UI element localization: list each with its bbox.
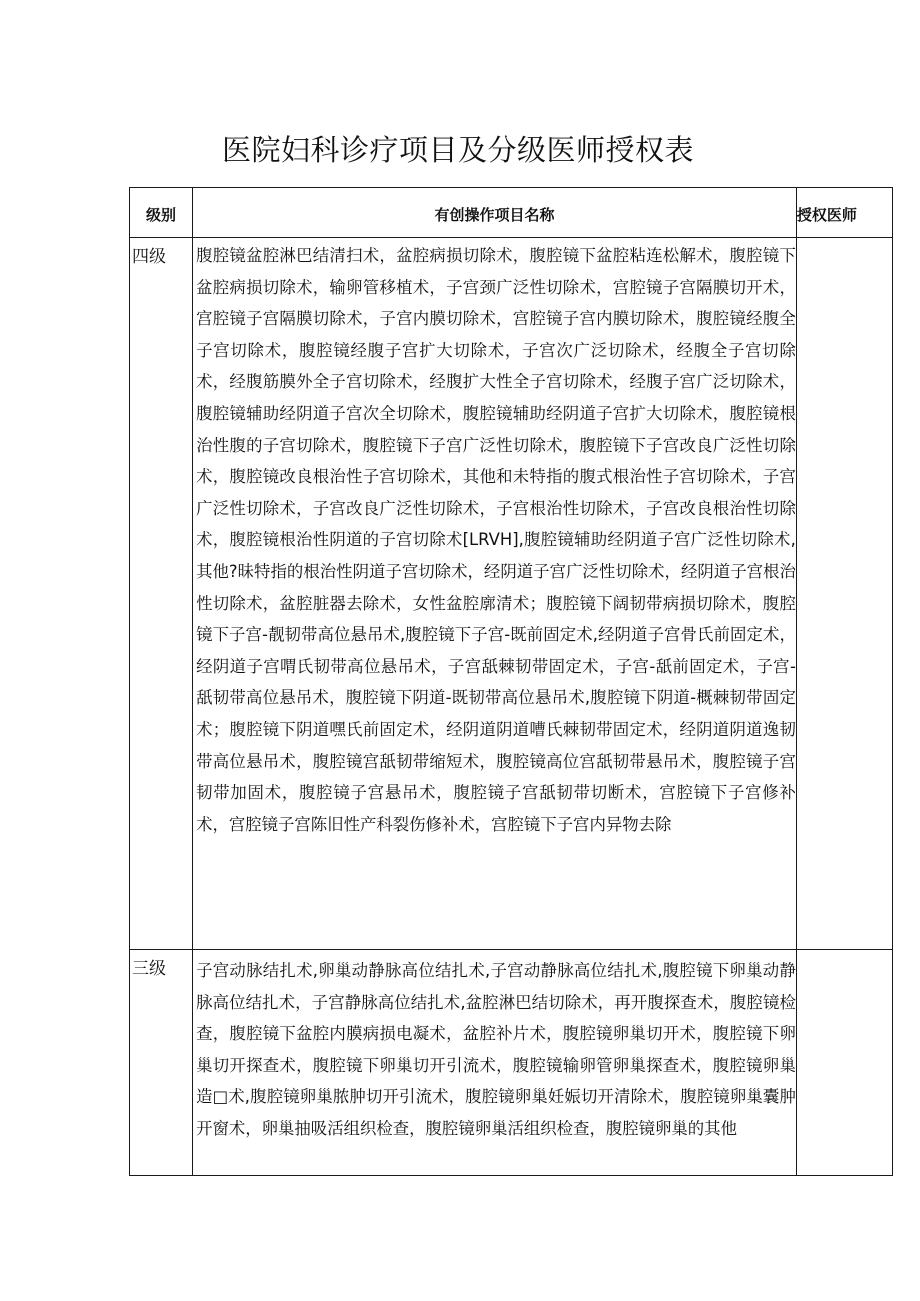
authorized-doctor-cell — [796, 238, 892, 950]
header-procedure-name: 有创操作项目名称 — [193, 188, 797, 238]
header-authorized-doctor: 授权医师 — [796, 188, 892, 238]
level-cell: 四级 — [130, 238, 193, 950]
level-cell: 三级 — [130, 950, 193, 1176]
table-header-row — [130, 188, 893, 238]
authorization-table — [129, 187, 893, 1176]
authorized-doctor-cell — [796, 950, 892, 1176]
procedure-list-cell: 腹腔镜盆腔淋巴结清扫术，盆腔病损切除术，腹腔镜下盆腔粘连松解术，腹腔镜下盆腔病损切除术，输卵管移植术，子宫颈广泛性切除术，宫腔镜子宫隔膜切开术，宫腔镜子宫隔膜切除术，子宫内膜切除术，宫腔镜子宫内膜切除术，腹腔镜经腹全子宫切除术，腹腔镜经腹子宫扩大切除术，子宫次广泛切除术，经腹全子宫切除术，经腹筋膜外全子宫切除术，经腹扩大性全子宫切除术，经腹子宫广泛切除术，腹腔镜辅助经阴道子宫次全切除术，腹腔镜辅助经阴道子宫扩大切除术，腹腔镜根治性腹的子宫切除术，腹腔镜下子宫广泛性切除术，腹腔镜下子宫改良广泛性切除术，腹腔镜改良根治性子宫切除术，其他和未特指的腹式根治性子宫切除术，子宫广泛性切除术，子宫改良广泛性切除术，子宫根治性切除术，子宫改良根治性切除术，腹腔镜根治性阴道的子宫切除术[LRVH],腹腔镜辅助经阴道子宫广泛性切除术,其他?昧特指的根治性阴道子宫切除术，经阴道子宫广泛性切除术，经阴道子宫根治性切除术，盆腔脏器去除术，女性盆腔廓清术；腹腔镜下阔韧带病损切除术，腹腔镜下子宫-靓韧带高位悬吊术,腹腔镜下子宫-既前固定术,经阴道子宫骨氏前固定术，经阴道子宫喟氏韧带高位悬吊术，子宫舐棘韧带固定术，子宫-舐前固定术，子宫-舐韧带高位悬吊术，腹腔镜下阴道-既韧带高位悬吊术,腹腔镜下阴道-概棘韧带固定术；腹腔镜下阴道嘿氏前固定术，经阴道阴道嘈氏棘韧带固定术，经阴道阴道逸韧带高位悬吊术，腹腔镜宫舐韧带缩短术，腹腔镜高位宫舐韧带悬吊术，腹腔镜子宫韧带加固术，腹腔镜子宫悬吊术，腹腔镜子宫舐韧带切断术，宫腔镜下子宫修补术，宫腔镜子宫陈旧性产科裂伤修补术，宫腔镜下子宫内异物去除 — [193, 238, 797, 950]
header-level: 级别 — [130, 188, 193, 238]
table-row — [130, 238, 893, 950]
page-title: 医院妇科诊疗项目及分级医师授权表 — [222, 133, 695, 167]
procedure-list-cell: 子宫动脉结扎术,卵巢动静脉高位结扎术,子宫动静脉高位结扎术,腹腔镜下卵巢动静脉高位结扎术，子宫静脉高位结扎术,盆腔淋巴结切除术，再开腹探查术，腹腔镜检查，腹腔镜下盆腔内膜病损电凝术，盆腔补片术，腹腔镜卵巢切开术，腹腔镜下卵巢切开探查术，腹腔镜下卵巢切开引流术，腹腔镜输卵管卵巢探查术，腹腔镜卵巢造□术,腹腔镜卵巢脓肿切开引流术，腹腔镜卵巢妊娠切开清除术，腹腔镜卵巢囊肿开窗术，卵巢抽吸活组织检查，腹腔镜卵巢活组织检查，腹腔镜卵巢的其他 — [193, 950, 797, 1176]
table-row — [130, 950, 893, 1176]
